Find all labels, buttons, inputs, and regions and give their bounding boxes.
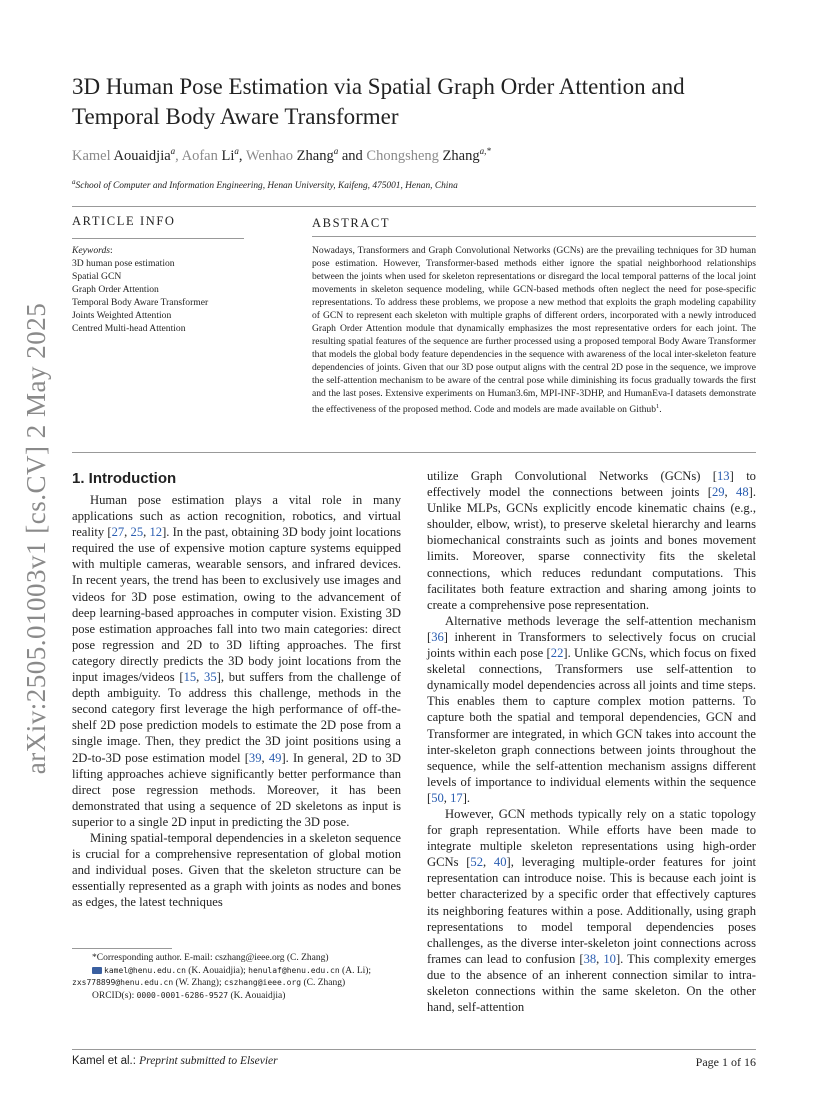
citation-link[interactable]: 22	[550, 646, 564, 661]
page-number: Page 1 of 16	[695, 1055, 756, 1069]
affiliation: $^a$School of Computer and Information Engineering, Henan University, Kaifeng, 475001, Henan, China	[72, 178, 458, 192]
citation-link[interactable]: 36	[431, 629, 444, 644]
email-line: kamel@henu.edu.cn (K. Aouaidjia); henulaf@henu.edu.cn (A. Li);	[72, 965, 412, 978]
citation-link[interactable]: 39	[248, 750, 262, 765]
citation-link[interactable]: 49	[268, 750, 282, 765]
citation-link[interactable]: 40	[493, 855, 507, 870]
orcid-line: ORCID(s): 0000-0001-6286-9527 (K. Aouaidjia)	[92, 990, 286, 1001]
citation-link[interactable]: 25	[130, 525, 144, 540]
citation-link[interactable]: 13	[717, 469, 730, 483]
arxiv-identifier: arXiv:2505.01003v1 [cs.CV] 2 May 2025	[21, 302, 52, 774]
citation-link[interactable]: 52	[470, 855, 484, 870]
citation-link[interactable]: 35	[204, 670, 217, 685]
email-line: zxs778899@henu.edu.cn (W. Zhang); cszhang@ieee.org (C. Zhang)	[72, 978, 346, 989]
footnote-divider	[72, 948, 172, 949]
paper-title: 3D Human Pose Estimation via Spatial Graph Order Attention and Temporal Body Aware Transformer	[72, 74, 685, 129]
keyword: Temporal Body Aware Transformer	[72, 297, 209, 308]
citation-link[interactable]: 38	[583, 951, 597, 966]
divider	[72, 452, 756, 453]
citation-link[interactable]: 15	[183, 670, 197, 685]
paragraph: Human pose estimation plays a vital role in many applications such as action recognition, robotics, and virtual reality [27, 25, 12]. In the past, obtaining 3D body joint locations required the use of expensive motion capture systems equipped with multiple cameras, wearable sensors, and infrared devices. In recent years, the trend has been to exclusively use images and videos for 3D pose estimation, owing to the advancement of deep learning-based approaches in computer vision. Existing 3D pose estimation approaches fall into two main categories: direct pose regression and 2D to 3D lifting approaches. The first category directly predicts the 3D body joint locations from the input images/videos [15, 35], but suffers from the challenge of depth ambiguity. To address this challenge, methods in the second category first leverage the high performance of off-the-shelf 2D pose prediction models to estimate the 2D pose from a single image. Then, they predict the 3D joint positions using a 2D-to-3D pose estimation model [39, 49]. In general, 2D to 3D lifting approaches achieve significantly better performance than direct pose regression methods. Moreover, it has been demonstrated that using a sequence of 2D skeletons as input is superior to a single 2D input in predicting the 3D pose.	[72, 493, 402, 829]
paragraph: However, GCN methods typically rely on a static topology for graph representation. While efforts have been made to integrate multiple skeleton representations using high-order GCNs [52, 40], leveraging multiple-order features for joint representation can introduce noise. This is because each joint is better characterized by a specific order that effectively captures its neighboring features within a pose. Additionally, using graph representations to model temporal dependencies poses challenges, as the diverse inter-skeleton joint connections across frames can lead to confusion [38, 10]. This complexity emerges due to the absence of an inherent connection similar to intra-skeleton connections within the same skeleton. On the other hand, self-attention	[427, 806, 756, 1015]
article-info-heading: ARTICLE INFO	[72, 214, 176, 228]
citation-link[interactable]: 27	[111, 525, 125, 540]
citation-link[interactable]: 50	[431, 790, 444, 805]
corresponding-author-note: *Corresponding author. E-mail: cszhang@ieee.org (C. Zhang)	[92, 953, 329, 963]
paragraph: Mining spatial-temporal dependencies in a skeleton sequence is crucial for a comprehensive representation of global motion and individual poses. Given that the skeleton structure can be essentially represented as a graph with joints as nodes and bones as edges, the latest techniques	[72, 830, 401, 910]
abstract-heading: ABSTRACT	[312, 216, 391, 230]
footnote-link[interactable]: 1	[656, 403, 660, 410]
keyword: 3D human pose estimation	[72, 258, 175, 269]
body-column-left	[72, 492, 401, 910]
abstract-text: Nowadays, Transformers and Graph Convolutional Networks (GCNs) are the prevailing techniques for 3D human pose estimation. However, Transformer-based methods either ignore the spatial neighborhood relationships between the joints when used for skeleton representations or disregard the local temporal patterns of the local joint movements in skeleton sequence modeling, while GCN-based methods often neglect the need for pose-specific representations. To address these problems, we propose a new method that exploits the graph modeling capability of GCN to represent each skeleton with multiple graphs of different orders, incorporated with a newly introduced Graph Order Attention module that dynamically emphasizes the most representative orders for each joint. The resulting spatial features of the sequence are further processed using a proposed temporal Body Aware Transformer that models the global body feature dependencies in the sequence with awareness of the local inter-skeleton feature dependencies of joints. Given that our 3D pose output aligns with the central 2D pose in the sequence, we improve the self-attention mechanism to be aware of the central pose while diminishing its focus gradually towards the first and the last poses. Extensive experiments on Human3.6m, MPI-INF-3DHP, and HumanEva-I datasets demonstrate the effectiveness of the proposed method. Code and models are made available on Github$^1$.	[312, 245, 756, 416]
paragraph: utilize Graph Convolutional Networks (GCNs) [13] to effectively model the connections between joints [29, 48]. Unlike MLPs, GCNs explicitly encode kinematic chains (e.g., shoulder, elbow, wrist), to preserve skeletal hierarchy and learns biomechanical constraints such as joints and bones movement limits. Moreover, sparse connectivity fits the skeletal connections, which reduces redundant computations. This facilitates both feature extraction and sharing among joints to create a comprehensive pose representation.	[427, 469, 756, 612]
citation-link[interactable]: 10	[603, 951, 616, 966]
keyword: Graph Order Attention	[72, 284, 159, 295]
running-footer: Kamel et al.: Preprint submitted to Elsevier	[72, 1055, 278, 1067]
author-3[interactable]: Wenhao Zhang$^a$	[245, 146, 339, 164]
divider	[72, 238, 244, 239]
footnotes	[72, 952, 412, 1002]
section-heading-introduction: 1. Introduction	[72, 470, 177, 487]
author-1[interactable]: Kamel Aouaidjia$^a$	[72, 146, 176, 164]
keyword: Joints Weighted Attention	[72, 310, 172, 321]
citation-link[interactable]: 12	[149, 525, 163, 540]
citation-link[interactable]: 29	[711, 485, 725, 500]
paragraph: Alternative methods leverage the self-attention mechanism [36] inherent in Transformers to selectively focus on crucial joints within each pose [22]. Unlike GCNs, which focus on fixed skeletal connections, Transformers use self-attention to dynamically model dependencies across all joints and time steps. This enables them to capture complex motion patterns. To capture both the spatial and temporal dependencies, GCN and Transformer are integrated, in which GCN takes into account the inter-skeleton graph connections between joints throughout the sequence, while the self-attention mechanism assigns different levels of importance to individual elements within the sequence [50, 17].	[427, 613, 756, 805]
footer-divider	[72, 1049, 756, 1050]
keywords-block: Keywords: 3D human pose estimation Spatial GCN Graph Order Attention Temporal Body Aware Transformer Joints Weighted Attention Centred Multi-head Attention	[72, 244, 302, 335]
keyword: Spatial GCN	[72, 271, 122, 282]
divider	[72, 206, 756, 207]
divider	[312, 236, 756, 237]
author-list: Kamel Aouaidjia$^a$, Aofan Li$^a$, Wenhao Zhang$^a$ and Chongsheng Zhang$^{a,*}$	[72, 146, 491, 164]
keywords-label: Keywords	[72, 245, 111, 256]
author-4[interactable]: Chongsheng Zhang$^{a,*}$	[366, 146, 491, 164]
citation-link[interactable]: 17	[450, 790, 463, 805]
citation-link[interactable]: 48	[736, 485, 749, 500]
envelope-icon	[92, 967, 102, 974]
keyword: Centred Multi-head Attention	[72, 323, 186, 334]
author-2[interactable]: Aofan Li$^a$	[181, 146, 239, 164]
body-column-right	[427, 468, 756, 1015]
